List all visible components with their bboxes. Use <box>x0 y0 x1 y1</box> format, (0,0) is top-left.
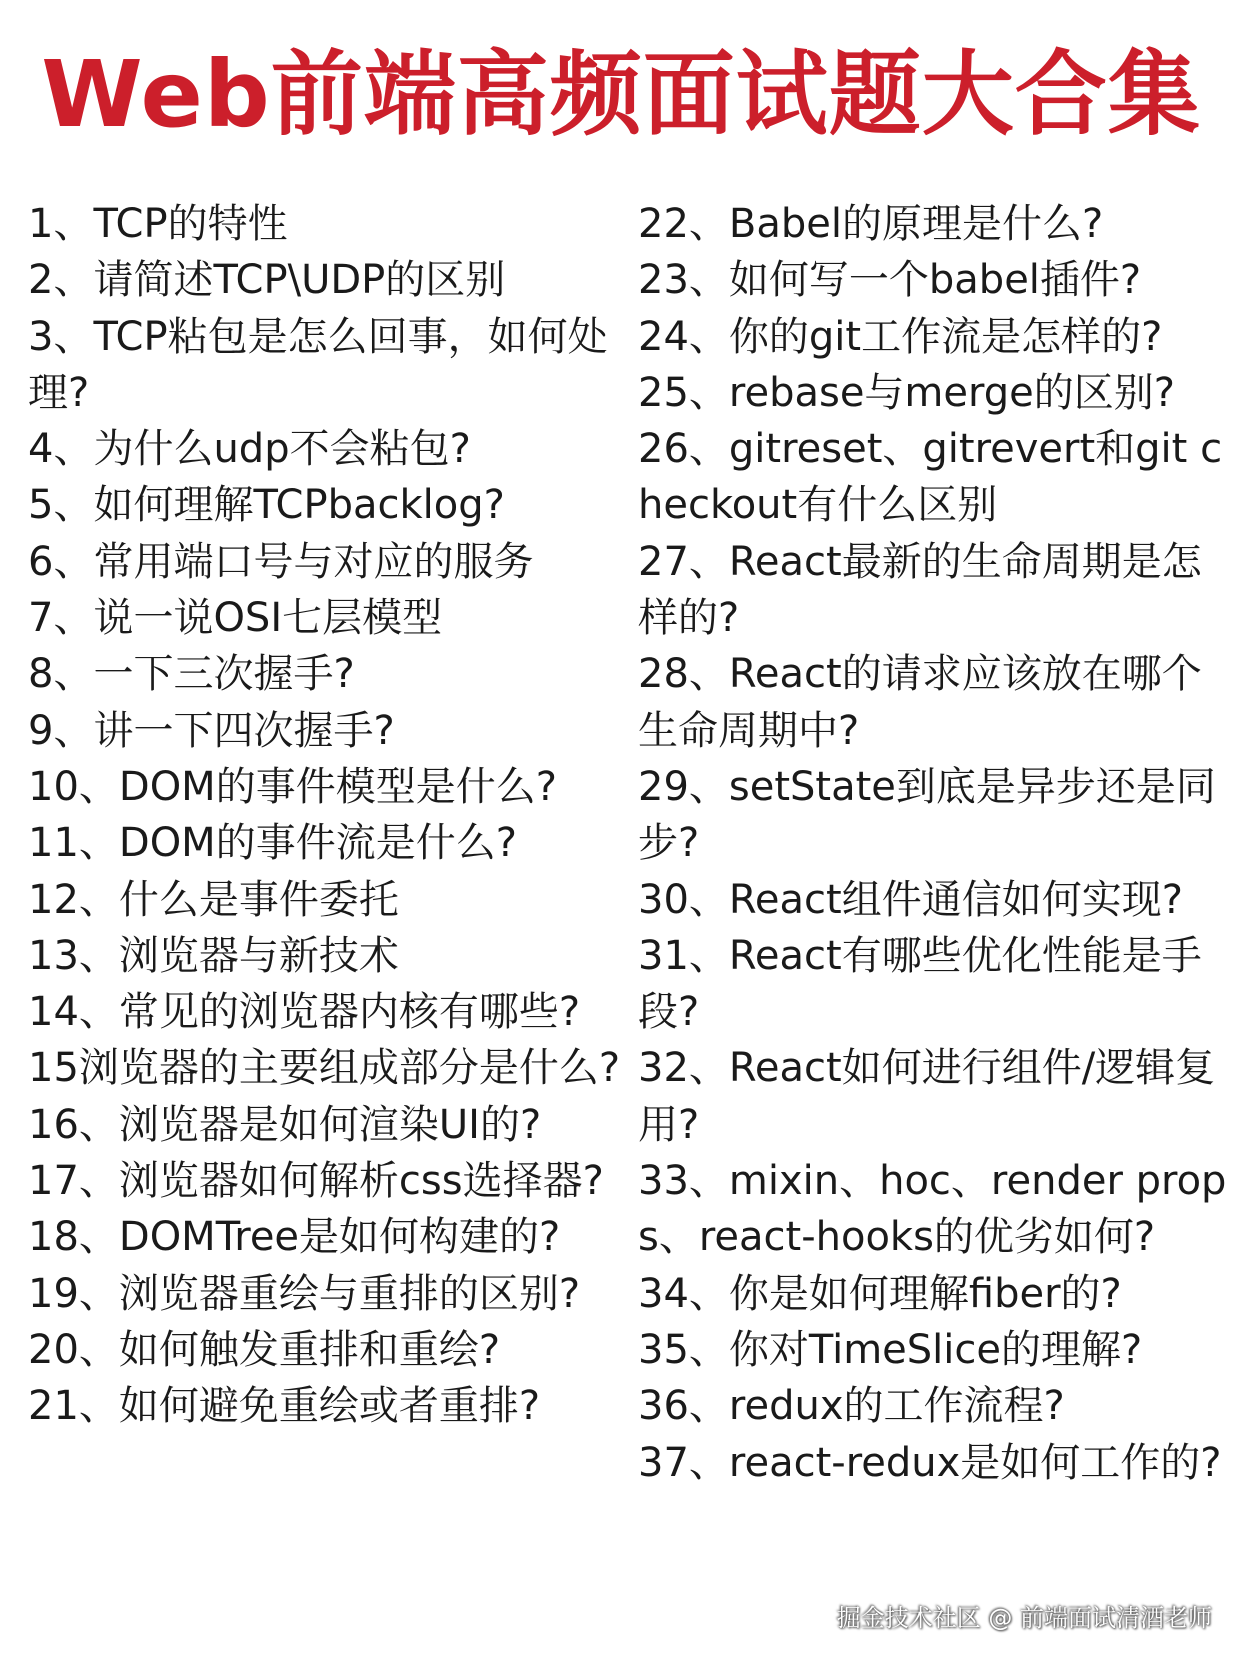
question-item: 2、请简述TCP\UDP的区别 <box>28 257 506 304</box>
question-item: 3、TCP粘包是怎么回事，如何处理? <box>28 313 608 416</box>
question-item: 27、React最新的生命周期是怎样的? <box>638 538 1202 642</box>
question-item: 16、浏览器是如何渲染UI的? <box>28 1101 542 1148</box>
question-item: 8、一下三次握手? <box>28 651 355 698</box>
question-item: 18、DOMTree是如何构建的? <box>28 1214 561 1261</box>
question-item: 6、常用端口号与对应的服务 <box>28 538 534 585</box>
question-item: 32、React如何进行组件/逻辑复用? <box>638 1045 1216 1148</box>
question-list-right <box>638 196 1228 1491</box>
question-item: 24、你的git工作流是怎样的? <box>638 313 1163 360</box>
question-item: 1、TCP的特性 <box>28 201 288 247</box>
question-item: 26、gitreset、gitrevert和git checkout有什么区别 <box>638 426 1223 529</box>
question-item: 33、mixin、hoc、render props、react-hooks的优劣如何? <box>638 1158 1227 1261</box>
question-item: 36、redux的工作流程? <box>638 1383 1065 1430</box>
question-item: 10、DOM的事件模型是什么? <box>28 763 557 810</box>
question-item: 5、如何理解TCPbacklog? <box>28 482 505 529</box>
question-item: 30、React组件通信如何实现? <box>638 876 1183 923</box>
question-item: 21、如何避免重绘或者重排? <box>28 1383 541 1430</box>
question-item: 15浏览器的主要组成部分是什么? <box>28 1045 621 1092</box>
watermark: 掘金技术社区 @ 前端面试清酒老师 <box>836 1604 1212 1632</box>
question-item: 29、setState到底是异步还是同步? <box>638 763 1216 867</box>
question-item: 7、说一说OSI七层模型 <box>28 595 443 642</box>
question-item: 25、rebase与merge的区别? <box>638 369 1175 416</box>
question-item: 11、DOM的事件流是什么? <box>28 820 517 867</box>
question-item: 13、浏览器与新技术 <box>28 932 399 979</box>
question-item: 22、Babel的原理是什么? <box>638 201 1104 247</box>
question-item: 17、浏览器如何解析css选择器? <box>28 1158 604 1205</box>
question-item: 37、react-redux是如何工作的? <box>638 1439 1222 1486</box>
question-item: 9、讲一下四次握手? <box>28 707 395 754</box>
question-item: 28、React的请求应该放在哪个生命周期中? <box>638 651 1202 754</box>
question-item: 14、常见的浏览器内核有哪些? <box>28 989 581 1036</box>
question-item: 20、如何触发重排和重绘? <box>28 1326 501 1373</box>
question-list-left <box>28 196 640 1435</box>
page-title: Web前端高频面试题大合集 <box>41 41 1201 148</box>
question-item: 19、浏览器重绘与重排的区别? <box>28 1270 581 1317</box>
question-item: 31、React有哪些优化性能是手段? <box>638 932 1202 1036</box>
question-item: 12、什么是事件委托 <box>28 876 399 923</box>
question-item: 35、你对TimeSlice的理解? <box>638 1326 1143 1373</box>
question-item: 4、为什么udp不会粘包? <box>28 426 471 473</box>
question-item: 34、你是如何理解fiber的? <box>638 1270 1122 1317</box>
question-item: 23、如何写一个babel插件? <box>638 257 1142 304</box>
